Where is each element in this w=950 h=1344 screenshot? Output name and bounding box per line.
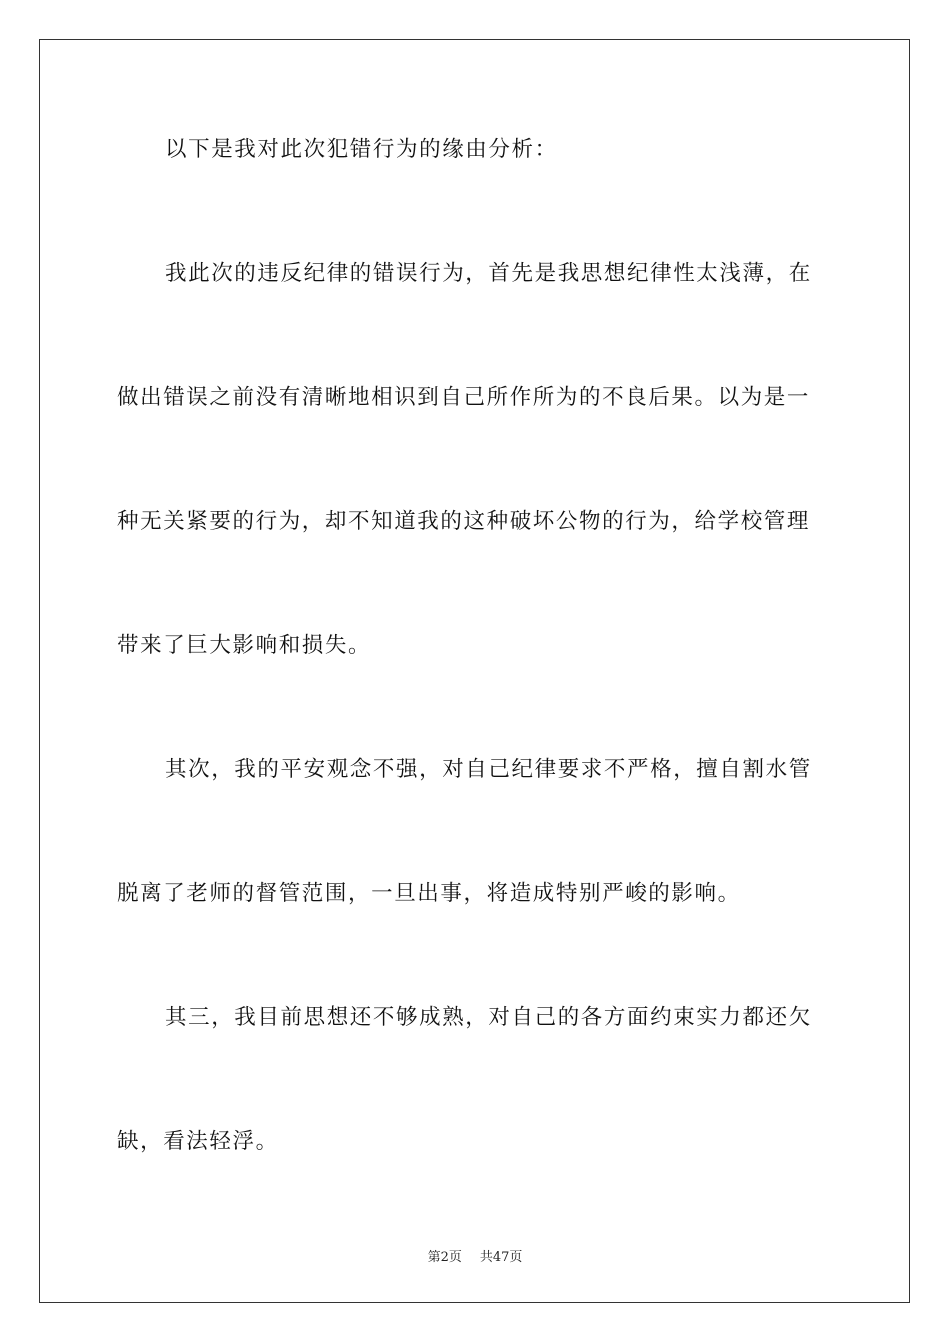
text-line-3: 做出错误之前没有清晰地相识到自己所作所为的不良后果。以为是一: [117, 385, 811, 410]
page-total: 共47页: [479, 1250, 523, 1265]
text-line-1: 以下是我对此次犯错行为的缘由分析：: [165, 137, 558, 162]
text-line-8: 其三，我目前思想还不够成熟，对自己的各方面约束实力都还欠: [165, 1005, 812, 1030]
text-line-2: 我此次的违反纪律的错误行为，首先是我思想纪律性太浅薄，在: [165, 261, 812, 286]
text-line-6: 其次，我的平安观念不强，对自己纪律要求不严格，擅自割水管: [165, 757, 812, 782]
page-footer: [0, 1246, 950, 1265]
text-line-5: 带来了巨大影响和损失。: [117, 633, 372, 658]
page-number: 第2页: [427, 1250, 462, 1265]
text-line-4: 种无关紧要的行为，却不知道我的这种破坏公物的行为，给学校管理: [117, 509, 811, 534]
text-line-9: 缺，看法轻浮。: [117, 1129, 279, 1154]
page-frame: [39, 39, 910, 1303]
text-line-7: 脱离了老师的督管范围，一旦出事，将造成特别严峻的影响。: [117, 881, 741, 906]
